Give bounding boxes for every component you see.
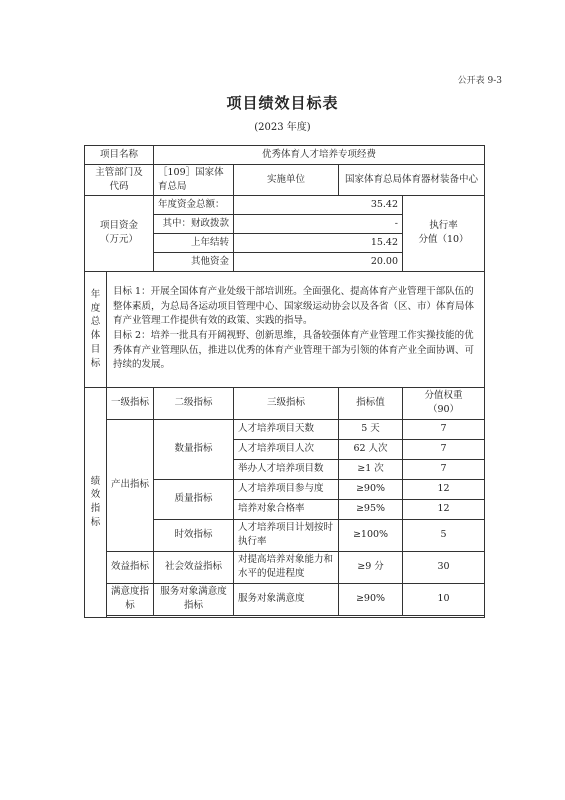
header-level2: 二级指标 (154, 387, 234, 419)
weight-cell: 10 (403, 583, 485, 615)
service-satisfaction-label: 服务对象满意度指标 (154, 583, 234, 615)
exec-rate-cell: 执行率 分值（10） (403, 195, 485, 271)
page-subtitle: (2023 年度) (254, 122, 311, 133)
funds-label: 项目资金 （万元） (85, 195, 154, 271)
header-level3: 三级指标 (234, 387, 339, 419)
objective-1: 目标 1：开展全国体育产业处级干部培训班。全面强化、提高体育产业管理干部队伍的整体素质，为总局各运动项目管理中心、国家级运动协会以及各省（区、市）体育局体育产业管理工作提供有效的政策、实践的指导。 (113, 285, 475, 327)
fund-fiscal-value: - (234, 214, 403, 233)
fund-carry-value: 15.42 (234, 233, 403, 252)
row-project-name (85, 146, 485, 165)
objective-2: 目标 2：培养一批具有开阔视野、创新思维，具备较强体育产业管理工作实操技能的优秀体育产业管理队伍，推进以优秀的体育产业管理干部为引领的体育产业全面协调、可持续的发展。 (113, 330, 475, 371)
table-bottom-spacer (85, 615, 485, 617)
weight-cell: 30 (403, 551, 485, 583)
table-row (85, 419, 485, 439)
quality-indicator-label: 质量指标 (154, 479, 234, 519)
row-fund-total (85, 195, 485, 214)
dept-value: ［109］国家体育总局 (154, 165, 234, 196)
value-cell: 62 人次 (339, 439, 403, 459)
benefit-indicator-label: 效益指标 (107, 551, 154, 583)
weight-cell: 7 (403, 459, 485, 479)
quantity-indicator-label: 数量指标 (154, 419, 234, 479)
weight-cell: 7 (403, 439, 485, 459)
satisfaction-indicator-label: 满意度指标 (107, 583, 154, 615)
row-indicator-header (85, 387, 485, 419)
value-cell: ≥1 次 (339, 459, 403, 479)
dept-label: 主管部门及 代码 (85, 165, 154, 196)
fund-fiscal-label: 其中：财政拨款 (154, 214, 234, 233)
objectives-text (107, 271, 485, 387)
performance-indicator-label: 绩 效 指 标 (85, 387, 107, 617)
value-cell: ≥100% (339, 519, 403, 551)
page-title: 项目绩效目标表 (226, 94, 339, 112)
level3-cell: 培养对象合格率 (234, 499, 339, 519)
level3-cell: 人才培养项目天数 (234, 419, 339, 439)
fund-other-label: 其他资金 (154, 252, 234, 271)
fund-total-value: 35.42 (234, 195, 403, 214)
form-number: 公开表 9-3 (457, 76, 502, 86)
table-row (85, 583, 485, 615)
level3-cell: 对提高培养对象能力和水平的促进程度 (234, 551, 339, 583)
level3-cell: 人才培养项目参与度 (234, 479, 339, 499)
header-level1: 一级指标 (107, 387, 154, 419)
weight-cell: 12 (403, 479, 485, 499)
weight-cell: 5 (403, 519, 485, 551)
level3-cell: 举办人才培养项目数 (234, 459, 339, 479)
header-weight: 分值权重 （90） (403, 387, 485, 419)
weight-cell: 7 (403, 419, 485, 439)
level3-cell: 人才培养项目人次 (234, 439, 339, 459)
weight-cell: 12 (403, 499, 485, 519)
impl-value: 国家体育总局体育器材装备中心 (339, 165, 485, 196)
value-cell: ≥90% (339, 583, 403, 615)
fund-total-label: 年度资金总额： (154, 195, 234, 214)
timeliness-indicator-label: 时效指标 (154, 519, 234, 551)
value-cell: ≥9 分 (339, 551, 403, 583)
output-indicator-label: 产出指标 (107, 419, 154, 551)
project-name-label: 项目名称 (85, 146, 154, 165)
fund-carry-label: 上年结转 (154, 233, 234, 252)
row-dept (85, 165, 485, 196)
value-cell: 5 天 (339, 419, 403, 439)
fund-other-value: 20.00 (234, 252, 403, 271)
annual-objective-label: 年 度 总 体 目 标 (85, 271, 107, 387)
header-value: 指标值 (339, 387, 403, 419)
level3-cell: 人才培养项目计划按时执行率 (234, 519, 339, 551)
social-benefit-label: 社会效益指标 (154, 551, 234, 583)
value-cell: ≥90% (339, 479, 403, 499)
project-name-value: 优秀体育人才培养专项经费 (154, 146, 485, 165)
impl-label: 实施单位 (234, 165, 339, 196)
row-objectives (85, 271, 485, 387)
performance-table (84, 145, 485, 618)
table-row (85, 551, 485, 583)
value-cell: ≥95% (339, 499, 403, 519)
level3-cell: 服务对象满意度 (234, 583, 339, 615)
